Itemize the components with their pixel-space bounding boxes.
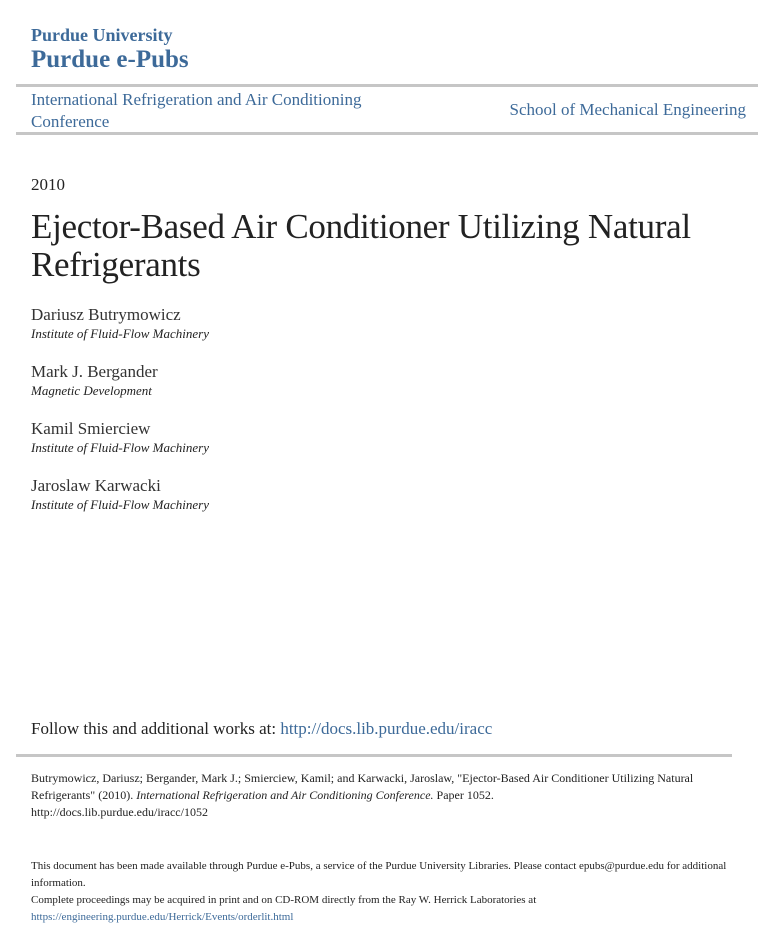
header-bottom-rule [16, 132, 758, 135]
author-entry [31, 476, 209, 514]
author-entry [31, 362, 209, 400]
proceedings-link[interactable]: https://engineering.purdue.edu/Herrick/Events/orderlit.html [31, 911, 294, 923]
follow-rule [16, 754, 732, 757]
citation-url[interactable]: http://docs.lib.purdue.edu/iracc/1052 [31, 805, 208, 819]
author-affiliation: Magnetic Development [31, 383, 152, 398]
citation-conference: International Refrigeration and Air Conditioning Conference. [136, 788, 434, 802]
proceedings-notice [31, 892, 731, 926]
author-name: Kamil Smierciew [31, 419, 151, 438]
citation-paper-number: Paper 1052. [433, 788, 494, 802]
author-name: Dariusz Butrymowicz [31, 305, 181, 324]
footer-notice [31, 858, 731, 926]
paper-title: Ejector-Based Air Conditioner Utilizing Natural Refrigerants [31, 207, 691, 284]
author-affiliation: Institute of Fluid-Flow Machinery [31, 326, 209, 341]
citation [31, 770, 731, 821]
collection-link[interactable]: International Refrigeration and Air Conditioning Conference [31, 90, 362, 131]
university-name: Purdue University [31, 25, 173, 45]
school-link[interactable]: School of Mechanical Engineering [509, 100, 746, 119]
author-entry [31, 305, 209, 343]
author-entry [31, 419, 209, 457]
proceedings-text: Complete proceedings may be acquired in print and on CD-ROM directly from the Ray W. Herrick Laboratories at [31, 894, 537, 906]
collection-url-link[interactable]: http://docs.lib.purdue.edu/iracc [280, 719, 493, 738]
author-affiliation: Institute of Fluid-Flow Machinery [31, 440, 209, 455]
author-affiliation: Institute of Fluid-Flow Machinery [31, 497, 209, 512]
publication-year: 2010 [31, 175, 65, 194]
author-name: Jaroslaw Karwacki [31, 476, 161, 495]
repository-name[interactable]: Purdue e-Pubs [31, 46, 189, 73]
header-top-rule [16, 84, 758, 87]
availability-notice: This document has been made available through Purdue e-Pubs, a service of the Purdue University Libraries. Please contact epubs@purdue.edu for additional information. [31, 860, 727, 889]
brand-block [31, 24, 189, 74]
follow-line [31, 719, 492, 739]
author-list [31, 305, 209, 533]
citation-text: Butrymowicz, Dariusz; Bergander, Mark J.; Smierciew, Kamil; and Karwacki, Jaroslaw, "Ejector-Based Air Conditioner Utilizing Natural Refrigerants" (2010). [31, 771, 694, 802]
author-name: Mark J. Bergander [31, 362, 158, 381]
follow-text: Follow this and additional works at: [31, 719, 281, 738]
